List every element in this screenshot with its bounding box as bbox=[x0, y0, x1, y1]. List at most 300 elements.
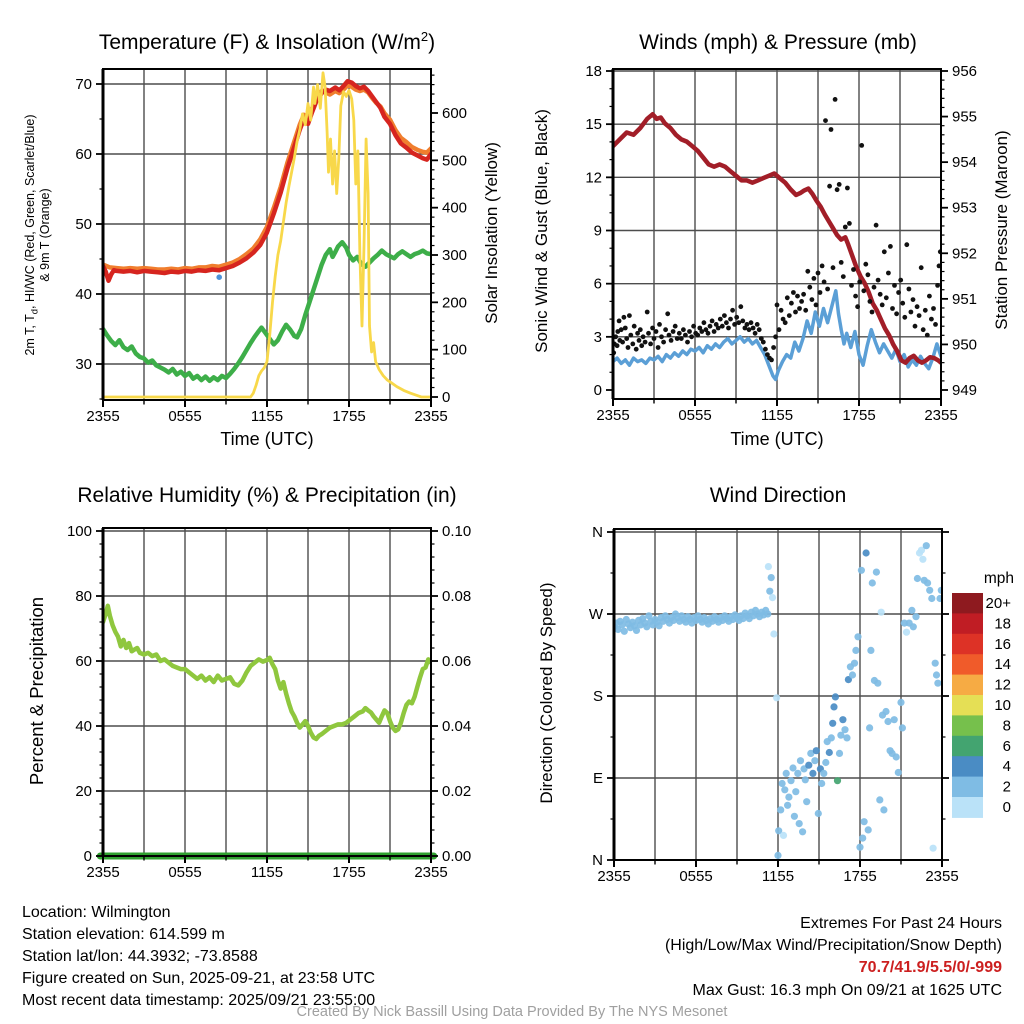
dot-gusts_black bbox=[645, 310, 650, 315]
dot-gusts_black bbox=[829, 127, 834, 132]
dot-gusts_black bbox=[706, 331, 711, 336]
dot-gusts_black bbox=[847, 221, 852, 226]
extremes-title: Extremes For Past 24 Hours bbox=[800, 915, 1002, 932]
wind-dir-dot bbox=[818, 780, 825, 787]
chart3-left-axis-label: Percent & Precipitation bbox=[26, 596, 47, 786]
dot-gusts_black bbox=[641, 334, 646, 339]
dot-gusts_black bbox=[904, 242, 909, 247]
wind-dir-dot bbox=[839, 716, 846, 723]
dot-gusts_black bbox=[919, 265, 924, 270]
y-tick-label-right: 956 bbox=[952, 63, 978, 80]
dot-gusts_black bbox=[812, 276, 817, 281]
legend-mph-title: mph bbox=[983, 570, 1014, 587]
dot-gusts_black bbox=[702, 320, 707, 325]
dot-gusts_black bbox=[816, 271, 821, 276]
wind-dir-dot bbox=[865, 826, 872, 833]
dot-gusts_black bbox=[627, 313, 632, 318]
dot-gusts_black bbox=[801, 292, 806, 297]
x-tick-label: 0555 bbox=[168, 408, 202, 425]
dot-gusts_black bbox=[617, 319, 622, 324]
wind-dir-dot bbox=[802, 776, 809, 783]
y-tick-label-left: 15 bbox=[585, 116, 602, 134]
dot-gusts_black bbox=[818, 290, 823, 295]
chart1-right-axis-label: Solar Insolation (Yellow) bbox=[482, 142, 501, 324]
y-tick-label-left: 20 bbox=[75, 783, 92, 800]
wind-dir-dot bbox=[791, 813, 798, 820]
dot-gusts_black bbox=[740, 319, 745, 324]
dot-gusts_black bbox=[673, 324, 678, 329]
dot-gusts_black bbox=[851, 267, 856, 272]
wind-dir-dot bbox=[851, 660, 858, 667]
wind-dir-dot bbox=[899, 724, 906, 731]
wind-dir-dot bbox=[832, 693, 839, 700]
y-tick-label-right: 953 bbox=[952, 199, 978, 217]
dot-gusts_black bbox=[793, 310, 798, 315]
y-tick-label-left: 6 bbox=[593, 275, 602, 293]
dot-gusts_black bbox=[795, 294, 800, 299]
chart-rh_precip bbox=[67, 523, 471, 881]
dot-gusts_black bbox=[726, 326, 731, 331]
x-tick-label: 2355 bbox=[86, 408, 120, 425]
wind-dir-dot bbox=[805, 762, 812, 769]
dot-gusts_black bbox=[849, 283, 854, 288]
y-tick-label-left: 0 bbox=[593, 382, 602, 399]
colorbar-cell bbox=[952, 736, 983, 757]
dot-gusts_black bbox=[822, 280, 827, 285]
y-tick-label-left: 9 bbox=[593, 222, 602, 240]
dot-gusts_black bbox=[915, 304, 920, 309]
dot-gusts_black bbox=[799, 299, 804, 304]
wind-dir-dot bbox=[908, 607, 915, 614]
y-tick-label-left: 100 bbox=[66, 523, 92, 540]
dot-gusts_black bbox=[736, 320, 741, 325]
dot-gusts_black bbox=[687, 329, 692, 334]
wind-dir-dot bbox=[852, 647, 859, 654]
chart3-title: Relative Humidity (%) & Precipitation (in) bbox=[77, 484, 457, 507]
dot-gusts_black bbox=[657, 322, 662, 327]
wind-dir-dot bbox=[796, 820, 803, 827]
dot-gusts_black bbox=[753, 331, 758, 336]
dot-gusts_black bbox=[665, 311, 670, 316]
dot-gusts_black bbox=[797, 306, 802, 311]
dot-gusts_black bbox=[757, 327, 762, 332]
dot-gusts_black bbox=[779, 308, 784, 313]
x-tick-label: 0555 bbox=[168, 864, 202, 881]
wind-dir-dot bbox=[895, 769, 902, 776]
chart1-x-axis-label: Time (UTC) bbox=[220, 429, 314, 449]
dot-gusts_black bbox=[620, 340, 625, 345]
dot-gusts_black bbox=[699, 329, 704, 334]
wind-dir-dot bbox=[785, 794, 792, 801]
colorbar-label: 2 bbox=[1002, 778, 1011, 796]
wind-dir-dot bbox=[876, 796, 883, 803]
footer-created: Figure created on Sun, 2025-09-21, at 23:58 UTC bbox=[22, 970, 376, 987]
y-tick-label-right: 400 bbox=[442, 199, 468, 217]
dot-gusts_black bbox=[626, 345, 631, 350]
chart2-title: Winds (mph) & Pressure (mb) bbox=[639, 31, 917, 54]
colorbar-label: 12 bbox=[994, 676, 1011, 694]
wind-dir-dot bbox=[764, 610, 771, 617]
y-tick-label-right: 300 bbox=[442, 247, 468, 264]
x-tick-label: 1155 bbox=[250, 408, 284, 425]
chart4-title: Wind Direction bbox=[709, 484, 847, 507]
dot-gusts_black bbox=[738, 304, 743, 309]
wind-dir-dot bbox=[856, 844, 863, 851]
dot-gusts_black bbox=[857, 280, 862, 285]
x-tick-label: 1155 bbox=[760, 407, 794, 424]
chart1-left-axis-label: 2m T, $T_d$, HI/WC (Red, Green, Scarlet/Blue) & 9m T (Orange) bbox=[23, 114, 52, 356]
dot-gusts_black bbox=[892, 283, 897, 288]
y-tick-label-right: 0.10 bbox=[442, 523, 472, 540]
dot-gusts_black bbox=[820, 264, 825, 269]
wind-dir-dot bbox=[858, 567, 865, 574]
dot-gusts_black bbox=[863, 262, 868, 267]
dot-gusts_black bbox=[634, 347, 639, 352]
wind-dir-dot bbox=[815, 810, 822, 817]
x-tick-label: 1755 bbox=[332, 864, 366, 881]
dot-gusts_black bbox=[917, 313, 922, 318]
wind-dir-dot bbox=[789, 764, 796, 771]
y-tick-label-right: 0.08 bbox=[442, 588, 472, 605]
colorbar-label: 10 bbox=[994, 697, 1011, 714]
wind-dir-dot bbox=[769, 594, 776, 601]
wind-dir-dot bbox=[928, 595, 935, 602]
dot-gusts_black bbox=[921, 327, 926, 332]
x-tick-label: 2355 bbox=[597, 868, 631, 885]
wind-dir-dot bbox=[919, 556, 926, 563]
colorbar-label: 4 bbox=[1002, 758, 1011, 776]
dot-gusts_black bbox=[615, 343, 620, 348]
wind-dir-dot bbox=[863, 549, 870, 556]
dot-gusts_black bbox=[755, 322, 760, 327]
chart4-left-axis-label: Direction (Colored By Speed) bbox=[537, 582, 556, 804]
y-tick-label-right: 0.02 bbox=[442, 783, 472, 800]
dot-gusts_black bbox=[896, 290, 901, 295]
wind-dir-dot bbox=[811, 757, 818, 764]
dot-gusts_black bbox=[689, 334, 694, 339]
dot-gusts_black bbox=[773, 334, 778, 339]
wind-dir-dot bbox=[781, 786, 788, 793]
wind-dir-dot bbox=[834, 777, 841, 784]
footer-location: Location: Wilmington bbox=[22, 904, 171, 921]
wind-dir-dot bbox=[784, 802, 791, 809]
x-tick-label: 1155 bbox=[250, 864, 284, 881]
y-tick-label-right: 0.04 bbox=[442, 718, 472, 735]
dot-gusts_black bbox=[843, 225, 848, 230]
x-tick-label: 2355 bbox=[924, 407, 958, 424]
footer-elevation: Station elevation: 614.599 m bbox=[22, 926, 225, 943]
x-tick-label: 2355 bbox=[925, 868, 959, 885]
extremes-subtitle: (High/Low/Max Wind/Precipitation/Snow Depth) bbox=[664, 937, 1002, 954]
y-tick-label-left: S bbox=[592, 688, 603, 705]
dot-gusts_black bbox=[874, 223, 879, 228]
y-tick-label-left: 30 bbox=[75, 356, 92, 373]
wind-dir-dot bbox=[828, 734, 835, 741]
dot-gusts_black bbox=[638, 327, 643, 332]
dot-gusts_black bbox=[931, 306, 936, 311]
dot-gusts_black bbox=[623, 326, 628, 331]
y-tick-label-right: 949 bbox=[952, 382, 978, 399]
x-tick-label: 2355 bbox=[86, 864, 120, 881]
dot-gusts_black bbox=[691, 324, 696, 329]
y-tick-label-left: 40 bbox=[75, 718, 92, 735]
dot-gusts_black bbox=[933, 322, 938, 327]
wind-dir-dot bbox=[882, 708, 889, 715]
dot-gusts_black bbox=[868, 299, 873, 304]
colorbar-cell bbox=[952, 797, 983, 818]
y-tick-label-left: 50 bbox=[75, 216, 92, 233]
wind-dir-dot bbox=[792, 788, 799, 795]
dot-gusts_black bbox=[683, 333, 688, 338]
y-tick-label-right: 952 bbox=[952, 245, 978, 263]
dot-gusts_black bbox=[637, 338, 642, 343]
dot-gusts_black bbox=[923, 308, 928, 313]
dot-gusts_black bbox=[771, 345, 776, 350]
dot-gusts_black bbox=[728, 317, 733, 322]
dot-gusts_black bbox=[777, 327, 782, 332]
wind-dir-dot bbox=[803, 798, 810, 805]
wind-dir-dot bbox=[777, 806, 784, 813]
dot-gusts_black bbox=[803, 308, 808, 313]
dot-gusts_black bbox=[870, 310, 875, 315]
wind-dir-dot bbox=[797, 757, 804, 764]
dot-gusts_black bbox=[639, 343, 644, 348]
chart2-right-axis-label: Station Pressure (Maroon) bbox=[992, 130, 1011, 330]
dot-gusts_black bbox=[835, 187, 840, 192]
dot-gusts_black bbox=[929, 317, 934, 322]
y-tick-label-right: 955 bbox=[952, 108, 978, 126]
y-tick-label-right: 0.00 bbox=[442, 848, 472, 865]
colorbar-label: 0 bbox=[1002, 799, 1011, 816]
wind-dir-dot bbox=[779, 780, 786, 787]
wind-dir-dot bbox=[765, 563, 772, 570]
dot-gusts_black bbox=[787, 313, 792, 318]
dot-gusts_black bbox=[681, 327, 686, 332]
y-tick-label-right: 951 bbox=[952, 290, 978, 308]
wind-dir-dot bbox=[880, 806, 887, 813]
dot-gusts_black bbox=[722, 313, 727, 318]
dot-gusts_black bbox=[876, 278, 881, 283]
wind-dir-dot bbox=[774, 852, 781, 859]
chart-temp_insolation bbox=[75, 69, 467, 425]
y-tick-label-left: 3 bbox=[593, 328, 602, 346]
max-gust: Max Gust: 16.3 mph On 09/21 at 1625 UTC bbox=[692, 982, 1002, 999]
y-tick-label-left: 60 bbox=[75, 146, 92, 163]
colorbar-label: 8 bbox=[1002, 717, 1011, 735]
dot-gusts_black bbox=[630, 342, 635, 347]
wind-dir-dot bbox=[914, 575, 921, 582]
dot-gusts_black bbox=[935, 283, 940, 288]
dot-gusts_black bbox=[648, 342, 653, 347]
dot-gusts_black bbox=[749, 320, 754, 325]
y-tick-label-right: 0 bbox=[442, 389, 451, 406]
x-tick-label: 2355 bbox=[596, 407, 630, 424]
chart-wind_direction bbox=[589, 524, 959, 885]
wind-dir-dot bbox=[873, 569, 880, 576]
y-tick-label-right: 100 bbox=[442, 341, 468, 359]
dot-gusts_black bbox=[677, 331, 682, 336]
footer-timestamp: Most recent data timestamp: 2025/09/21 23:55:00 bbox=[22, 992, 376, 1009]
y-tick-label-left: 40 bbox=[75, 286, 92, 303]
dot-gusts_black bbox=[724, 320, 729, 325]
wind-dir-dot bbox=[891, 716, 898, 723]
y-tick-label-left: 80 bbox=[75, 588, 92, 605]
dot-gusts_black bbox=[823, 118, 828, 123]
dot-gusts_black bbox=[814, 303, 819, 308]
chart2-x-axis-label: Time (UTC) bbox=[730, 429, 824, 449]
dot-gusts_black bbox=[769, 358, 774, 363]
y-tick-label-left: 70 bbox=[75, 76, 92, 93]
wind-dir-dot bbox=[783, 770, 790, 777]
wind-dir-dot bbox=[903, 629, 910, 636]
x-tick-label: 1755 bbox=[842, 407, 876, 424]
dot-gusts_black bbox=[783, 320, 788, 325]
speed-colorbar bbox=[952, 593, 1011, 818]
dot-gusts_black bbox=[841, 274, 846, 279]
dot-gusts_black bbox=[652, 336, 657, 341]
dot-gusts_black bbox=[909, 310, 914, 315]
extremes-values: 70.7/41.9/5.5/0/-999 bbox=[858, 959, 1002, 976]
x-tick-label: 2355 bbox=[414, 864, 448, 881]
dot-gusts_black bbox=[716, 326, 721, 331]
dot-gusts_black bbox=[827, 184, 832, 189]
x-tick-label: 1755 bbox=[843, 868, 877, 885]
dot-wind_chill_blue bbox=[216, 274, 222, 280]
dot-gusts_black bbox=[734, 315, 739, 320]
dot-gusts_black bbox=[671, 329, 676, 334]
dot-gusts_black bbox=[745, 322, 750, 327]
dot-gusts_black bbox=[632, 324, 637, 329]
chart1-title: Temperature (F) & Insolation $(W/m^2)$ bbox=[98, 29, 436, 54]
dot-gusts_black bbox=[855, 304, 860, 309]
colorbar-cell bbox=[952, 593, 983, 614]
wind-dir-dot bbox=[866, 724, 873, 731]
dot-gusts_black bbox=[720, 324, 725, 329]
y-tick-label-left: 12 bbox=[585, 169, 602, 187]
dot-gusts_black bbox=[861, 288, 866, 293]
wind-dir-dot bbox=[830, 703, 837, 710]
dot-gusts_black bbox=[751, 326, 756, 331]
chart2-left-axis-label: Sonic Wind & Gust (Blue, Black) bbox=[532, 109, 551, 353]
dot-gusts_black bbox=[890, 306, 895, 311]
dot-gusts_black bbox=[775, 303, 780, 308]
y-tick-label-left: E bbox=[592, 770, 603, 787]
y-tick-label-right: 950 bbox=[952, 336, 978, 354]
wind-dir-dot bbox=[923, 542, 930, 549]
colorbar-label: 6 bbox=[1002, 737, 1011, 755]
colorbar-label: 20+ bbox=[985, 595, 1011, 612]
dot-gusts_black bbox=[654, 329, 659, 334]
dot-gusts_black bbox=[859, 143, 864, 148]
dot-gusts_black bbox=[685, 340, 690, 345]
dot-gusts_black bbox=[628, 333, 633, 338]
wind-dir-dot bbox=[861, 818, 868, 825]
wind-dir-dot bbox=[897, 699, 904, 706]
dot-gusts_black bbox=[730, 308, 735, 313]
dot-gusts_black bbox=[886, 271, 891, 276]
footer-latlon: Station lat/lon: 44.3932; -73.8588 bbox=[22, 948, 258, 965]
y-tick-label-right: 200 bbox=[442, 294, 468, 312]
wind-dir-dot bbox=[773, 694, 780, 701]
dot-gusts_black bbox=[747, 327, 752, 332]
wind-dir-dot bbox=[826, 749, 833, 756]
wind-dir-dot bbox=[884, 718, 891, 725]
dot-gusts_black bbox=[732, 322, 737, 327]
wind-dir-dot bbox=[867, 647, 874, 654]
colorbar-cell bbox=[952, 613, 983, 634]
dot-gusts_black bbox=[789, 301, 794, 306]
dot-gusts_black bbox=[898, 278, 903, 283]
colorbar-label: 16 bbox=[994, 635, 1011, 653]
x-tick-label: 0555 bbox=[679, 868, 713, 885]
x-tick-label: 0555 bbox=[678, 407, 712, 424]
wind-dir-dot bbox=[813, 747, 820, 754]
y-tick-label-right: 500 bbox=[442, 152, 468, 170]
dot-gusts_black bbox=[669, 338, 674, 343]
dot-gusts_black bbox=[791, 290, 796, 295]
y-tick-label-left: W bbox=[588, 606, 603, 623]
dot-gusts_black bbox=[831, 265, 836, 270]
dot-gusts_black bbox=[927, 294, 932, 299]
wind-dir-dot bbox=[836, 750, 843, 757]
dot-gusts_black bbox=[622, 315, 627, 320]
x-tick-label: 2355 bbox=[414, 408, 448, 425]
colorbar-label: 18 bbox=[994, 615, 1011, 633]
dot-gusts_black bbox=[718, 317, 723, 322]
colorbar-cell bbox=[952, 777, 983, 798]
wind-dir-dot bbox=[843, 734, 850, 741]
colorbar-cell bbox=[952, 654, 983, 675]
colorbar-cell bbox=[952, 756, 983, 777]
dot-gusts_black bbox=[872, 285, 877, 290]
dot-gusts_black bbox=[900, 301, 905, 306]
wind-dir-dot bbox=[859, 835, 866, 842]
chart-wind_pressure bbox=[585, 63, 977, 424]
dot-gusts_black bbox=[663, 327, 668, 332]
wind-dir-dot bbox=[849, 671, 856, 678]
dot-gusts_black bbox=[712, 329, 717, 334]
dot-gusts_black bbox=[882, 249, 887, 254]
y-tick-label-right: 600 bbox=[442, 105, 468, 122]
x-tick-label: 1155 bbox=[761, 868, 795, 885]
wind-dir-dot bbox=[932, 660, 939, 667]
wind-dir-dot bbox=[893, 753, 900, 760]
dot-gusts_black bbox=[888, 244, 893, 249]
colorbar-cell bbox=[952, 675, 983, 696]
dot-gusts_black bbox=[884, 295, 889, 300]
dot-gusts_black bbox=[619, 327, 624, 332]
wind-dir-dot bbox=[766, 588, 773, 595]
wind-dir-dot bbox=[794, 770, 801, 777]
dot-gusts_black bbox=[785, 295, 790, 300]
wind-dir-dot bbox=[910, 623, 917, 630]
x-tick-label: 1755 bbox=[332, 408, 366, 425]
dot-gusts_black bbox=[650, 326, 655, 331]
dot-gusts_black bbox=[679, 336, 684, 341]
dot-gusts_black bbox=[708, 324, 713, 329]
dot-gusts_black bbox=[810, 297, 815, 302]
colorbar-cell bbox=[952, 715, 983, 736]
wind-dir-dot bbox=[930, 845, 937, 852]
wind-dir-dot bbox=[621, 628, 628, 635]
wind-dir-dot bbox=[924, 579, 931, 586]
dot-gusts_black bbox=[807, 285, 812, 290]
dot-gusts_black bbox=[913, 324, 918, 329]
dot-gusts_black bbox=[894, 311, 899, 316]
wind-dir-dot bbox=[768, 574, 775, 581]
credit-line: Created By Nick Bassill Using Data Provided By The NYS Mesonet bbox=[296, 1004, 728, 1020]
y-tick-label-left: 18 bbox=[585, 63, 602, 80]
